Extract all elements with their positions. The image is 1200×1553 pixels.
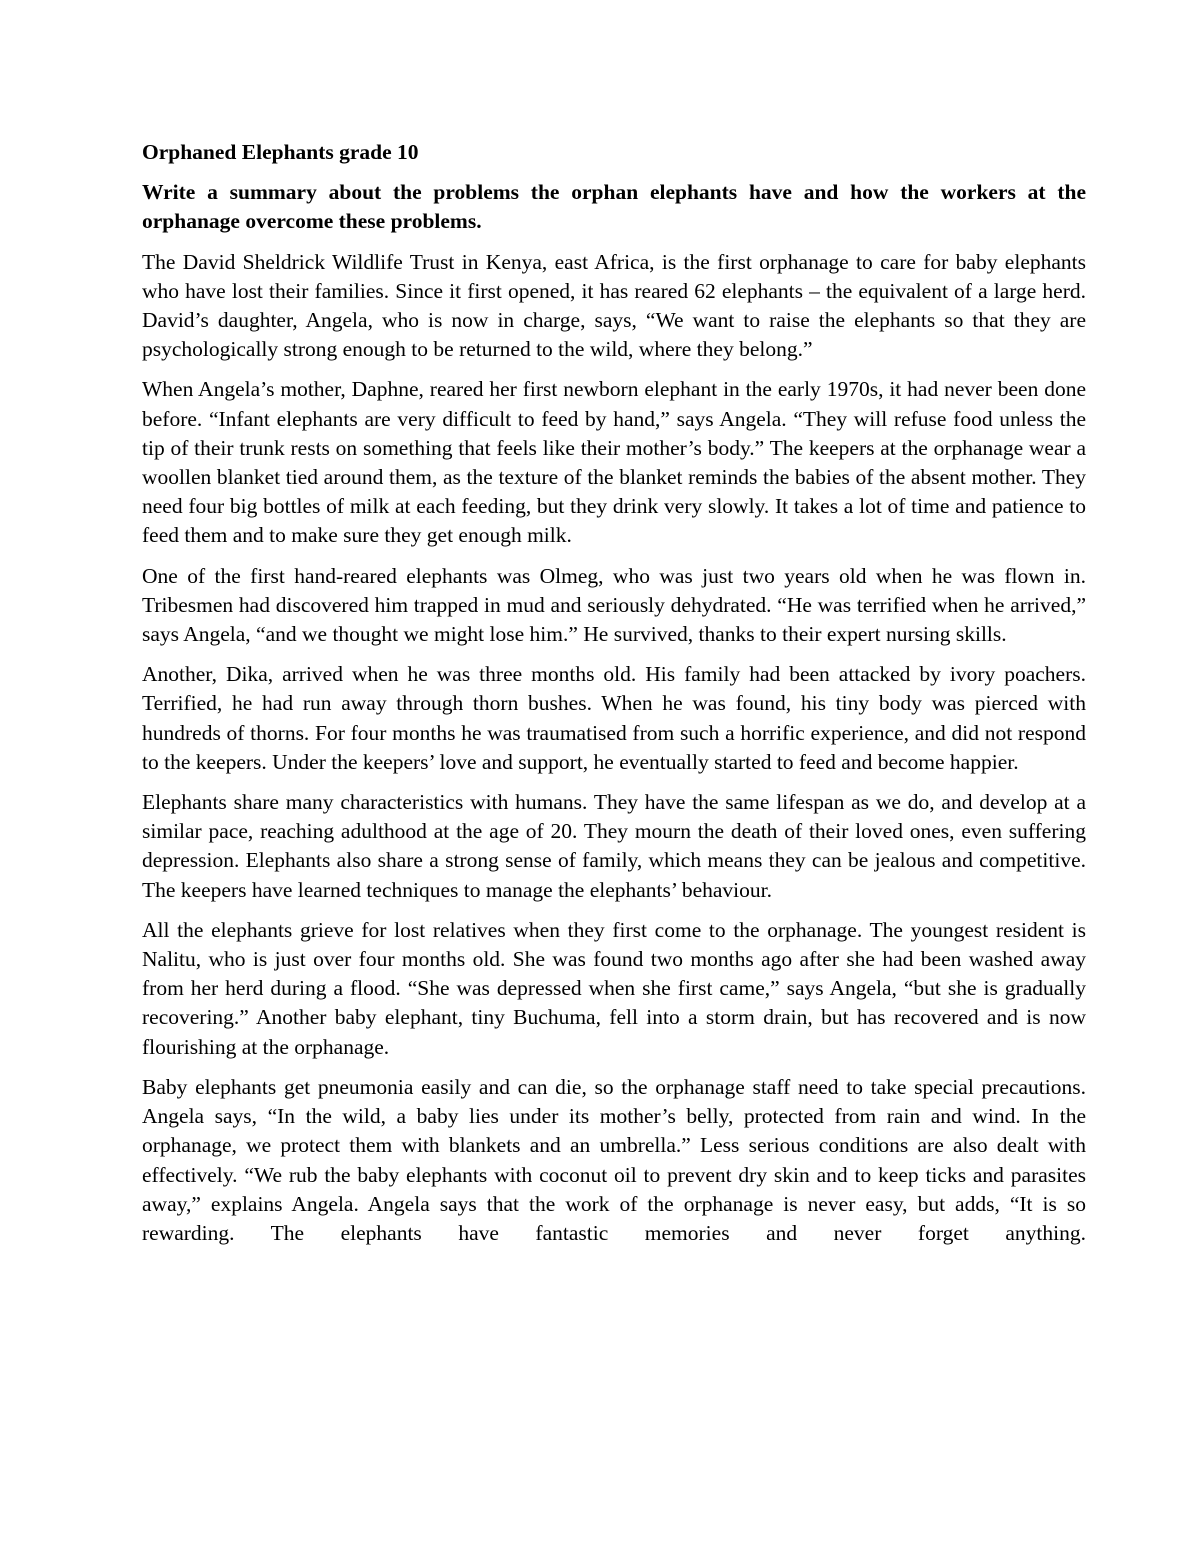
- assignment-prompt: Write a summary about the problems the orphan elephants have and how the workers at the orphanage overcome these problems.: [142, 180, 1086, 234]
- paragraph-precautions: Baby elephants get pneumonia easily and can die, so the orphanage staff need to take special precautions. Angela says, “In the wild, a baby lies under its mother’s belly, protected from rain and wind. In the orphanage, we protect them with blankets and an umbrella.” Less serious conditions are also dealt with effectively. “We rub the baby elephants with coconut oil to prevent dry skin and to keep ticks and parasites away,” explains Angela. Angela says that the work of the orphanage is never easy, but adds, “It is so rewarding. The elephants have fantastic memories and never forget anything.: [142, 1074, 1086, 1245]
- paragraph-feeding: When Angela’s mother, Daphne, reared her first newborn elephant in the early 1970s, it had never been done before. “Infant elephants are very difficult to feed by hand,” says Angela. “They will refuse food unless the tip of their trunk rests on something that feels like their mother’s body.” The keepers at the orphanage wear a woollen blanket tied around them, as the texture of the blanket reminds the babies of the absent mother. They need four big bottles of milk at each feeding, but they drink very slowly. It takes a lot of time and patience to feed them and to make sure they get enough milk.: [142, 377, 1086, 548]
- paragraph-grief: All the elephants grieve for lost relatives when they first come to the orphanage. The youngest resident is Nalitu, who is just over four months old. She was found two months ago after she had been washed away from her herd during a flood. “She was depressed when she first came,” says Angela, “but she is gradually recovering.” Another baby elephant, tiny Buchuma, fell into a storm drain, but has recovered and is now flourishing at the orphanage.: [142, 917, 1086, 1059]
- paragraph-olmeg: One of the first hand-reared elephants was Olmeg, who was just two years old when he was flown in. Tribesmen had discovered him trapped in mud and seriously dehydrated. “He was terrified when he arrived,” says Angela, “and we thought we might lose him.” He survived, thanks to their expert nursing skills.: [142, 563, 1086, 647]
- paragraph-dika: Another, Dika, arrived when he was three months old. His family had been attacked by ivory poachers. Terrified, he had run away through thorn bushes. When he was found, his tiny body was pierced with hundreds of thorns. For four months he was traumatised from such a horrific experience, and did not respond to the keepers. Under the keepers’ love and support, he eventually started to feed and become happier.: [142, 662, 1086, 774]
- paragraph-trust-intro: The David Sheldrick Wildlife Trust in Kenya, east Africa, is the first orphanage to care for baby elephants who have lost their families. Since it first opened, it has reared 62 elephants – the equivalent of a large herd. David’s daughter, Angela, who is now in charge, says, “We want to raise the elephants so that they are psychologically strong enough to be returned to the wild, where they belong.”: [142, 249, 1086, 362]
- document-title: Orphaned Elephants grade 10: [142, 140, 419, 164]
- document-page: [142, 138, 1086, 1259]
- paragraph-characteristics: Elephants share many characteristics with humans. They have the same lifespan as we do, and develop at a similar pace, reaching adulthood at the age of 20. They mourn the death of their loved ones, even suffering depression. Elephants also share a strong sense of family, which means they can be jealous and competitive. The keepers have learned techniques to manage the elephants’ behaviour.: [142, 790, 1086, 902]
